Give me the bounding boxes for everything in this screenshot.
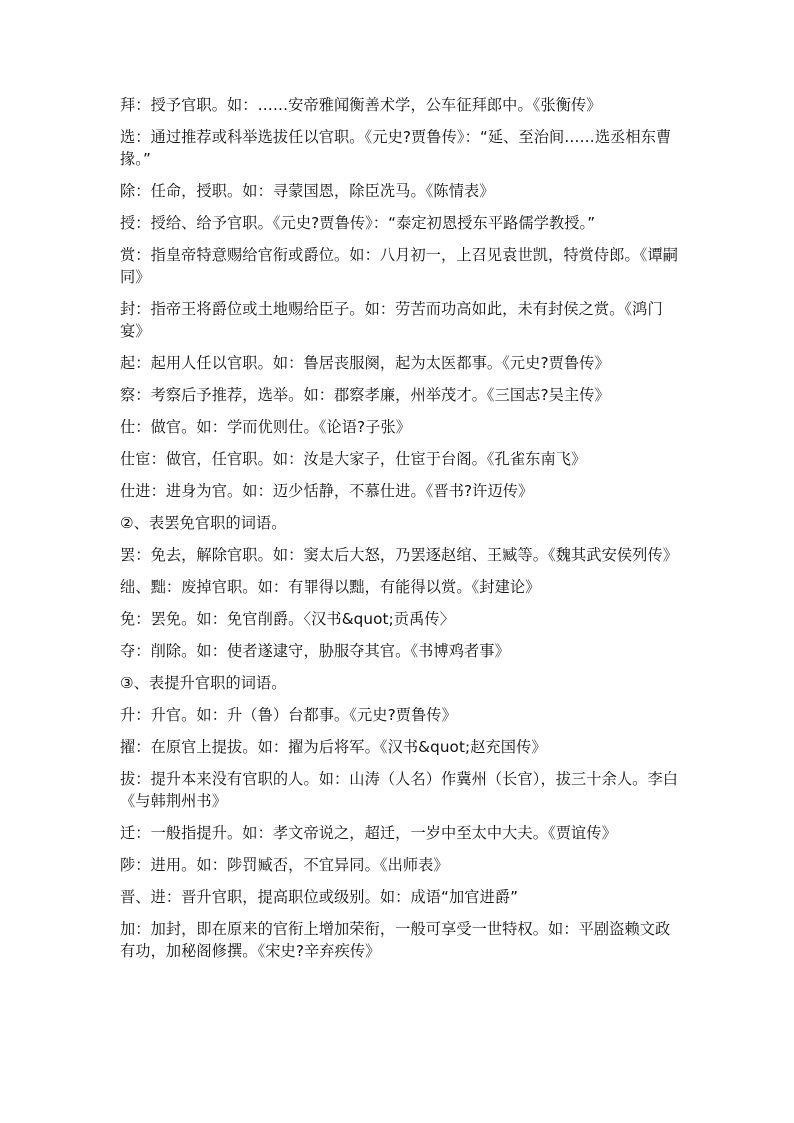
paragraph-jia: 加：加封，即在原来的官衔上增加荣衔，一般可享受一世特权。如：平剧盗赖文政有功，加秘阁修撰。《宋史?辛弃疾传》 (120, 920, 671, 960)
paragraph-cha: 察：考察后予推荐，选举。如：郡察孝廉，州举茂才。《三国志?吴主传》 (120, 386, 610, 404)
paragraph-qian: 迁：一般指提升。如：孝文帝说之，超迁，一岁中至太中大夫。《贾谊传》 (120, 824, 617, 842)
paragraph-shihuan: 仕宦：做官，任官职。如：汝是大家子，仕宦于台阁。《孔雀东南飞》 (120, 450, 587, 468)
section-heading-promotion: ③、表提升官职的词语。 (120, 674, 287, 692)
paragraph-jin: 晋、进：晋升官职，提高职位或级别。如：成语“加官进爵” (120, 888, 519, 906)
paragraph-ba-promote: 拔：提升本来没有官职的人。如：山涛（人名）作冀州（长官），拔三十余人。李白《与韩荆州书》 (120, 770, 679, 810)
paragraph-sheng: 升：升官。如：升（鲁）台都事。《元史?贾鲁传》 (120, 706, 457, 724)
paragraph-zhi: 陟：进用。如：陟罚臧否，不宜异同。《出师表》 (120, 856, 449, 874)
paragraph-feng: 封：指帝王将爵位或土地赐给臣子。如：劳苦而功高如此，未有封侯之赏。《鸿门宴》 (120, 300, 663, 340)
document-body (120, 94, 682, 972)
paragraph-zhuo: 擢：在原官上提拔。如：擢为后将军。《汉书&quot;赵充国传》 (120, 738, 547, 756)
paragraph-ba: 罢：免去，解除官职。如：窦太后大怒，乃罢逐赵绾、王臧等。《魏其武安侯列传》 (120, 546, 679, 564)
paragraph-qi: 起：起用人任以官职。如：鲁居丧服阕，起为太医都事。《元史?贾鲁传》 (120, 354, 610, 372)
paragraph-shi: 仕：做官。如：学而优则仕。《论语?子张》 (120, 418, 412, 436)
paragraph-chu-dismiss: 绌、黜：废掉官职。如：有罪得以黜，有能得以赏。《封建论》 (120, 578, 541, 596)
paragraph-shijin: 仕进：进身为官。如：迈少恬静，不慕仕进。《晋书?许迈传》 (120, 482, 534, 500)
paragraph-duo: 夺：削除。如：使者遂逮守，胁服夺其官。《书博鸡者事》 (120, 642, 510, 660)
paragraph-shang: 赏：指皇帝特意赐给官衔或爵位。如：八月初一，上召见袁世凯，特赏侍郎。《谭嗣同》 (120, 246, 679, 286)
paragraph-mian: 免：罢免。如：免官削爵。〈汉书&quot;贡禹传〉 (120, 610, 455, 628)
paragraph-chu: 除：任命，授职。如：寻蒙国恩，除臣冼马。《陈情表》 (120, 182, 495, 200)
paragraph-bai: 拜：授予官职。如：……安帝雅闻衡善术学，公车征拜郎中。《张衡传》 (120, 96, 602, 114)
paragraph-shou: 授：授给、给予官职。《元史?贾鲁传》：“泰定初恩授东平路儒学教授。” (120, 214, 596, 232)
paragraph-xuan: 选：通过推荐或科举选拔任以官职。《元史?贾鲁传》：“延、至治间……选丞相东曹掾。” (120, 128, 672, 168)
section-heading-dismissal: ②、表罢免官职的词语。 (120, 514, 287, 532)
